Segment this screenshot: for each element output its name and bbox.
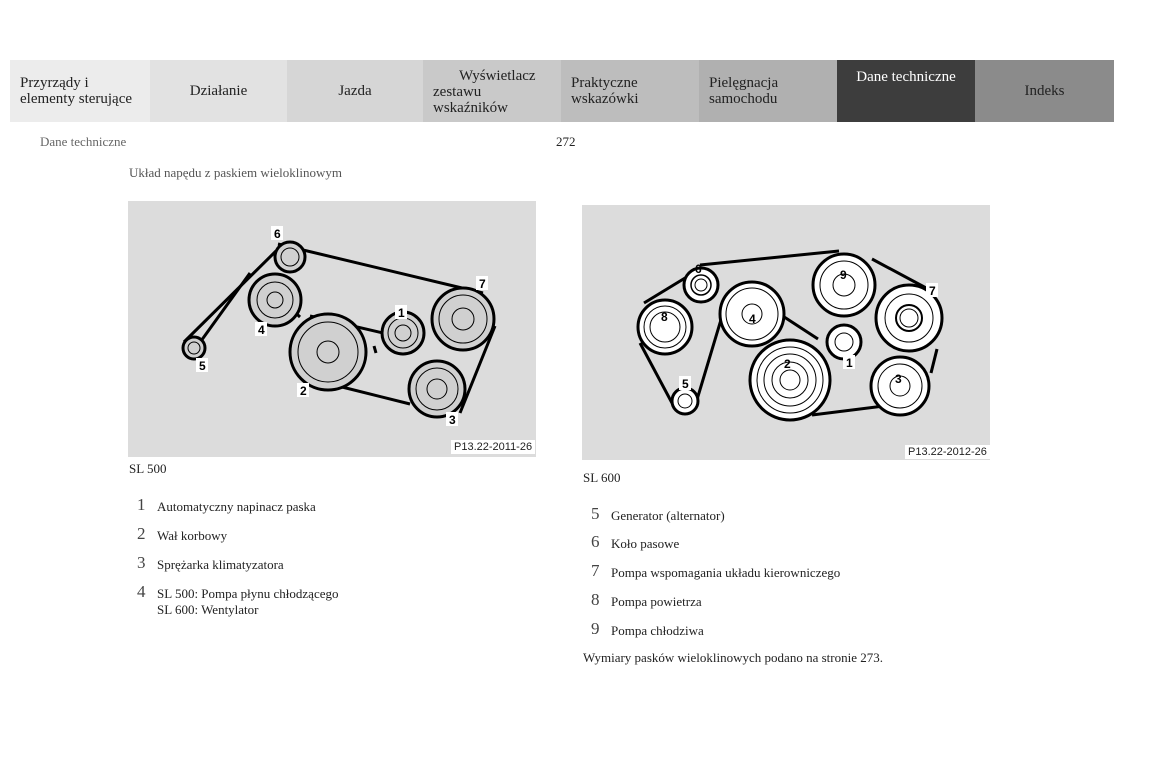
belt-diagram-sl600 [582, 205, 990, 460]
label-6: 6 [695, 262, 702, 276]
tab-label: Przyrządy i elementy sterujące [20, 75, 133, 107]
page-number: 272 [556, 134, 576, 149]
label-1: 1 [398, 306, 405, 320]
legend-item [137, 495, 316, 515]
legend-text: Pompa chłodziwa [611, 623, 704, 638]
legend-text: SL 500: Pompa płynu chłodzącego [157, 586, 339, 601]
tab-label: Indeks [1024, 83, 1065, 99]
legend-text: Automatyczny napinacz paska [157, 499, 316, 514]
legend-item [137, 553, 284, 573]
label-2: 2 [784, 357, 791, 371]
label-1: 1 [846, 356, 853, 370]
tab-label: Praktyczne wskazówki [571, 75, 639, 107]
belt-diagram-sl500-svg [128, 201, 536, 457]
tab-label: Jazda [338, 83, 372, 99]
tab-dzialanie[interactable] [150, 60, 287, 122]
tab-label: Wyświetlacz zestawu wskaźników [433, 68, 536, 116]
label-3: 3 [895, 372, 902, 386]
figure-caption-sl600: SL 600 [583, 470, 621, 485]
legend-text: Sprężarka klimatyzatora [157, 557, 284, 572]
label-9: 9 [840, 268, 847, 282]
tab-label: Dane techniczne [856, 69, 956, 85]
legend-number: 9 [591, 619, 600, 638]
legend-number: 8 [591, 590, 600, 609]
legend-text: Wał korbowy [157, 528, 228, 543]
legend-number: 4 [137, 582, 146, 601]
legend-text: Pompa powietrza [611, 594, 702, 609]
tab-dane-techniczne[interactable] [837, 60, 975, 122]
legend-item [591, 590, 702, 610]
label-8: 8 [661, 310, 668, 324]
tab-label: Działanie [189, 83, 248, 99]
legend-text: Pompa wspomagania układu kierowniczego [611, 565, 841, 580]
legend-item [137, 524, 228, 544]
footnote: Wymiary pasków wieloklinowych podano na stronie 273. [583, 650, 883, 665]
belt-diagram-sl600-svg [582, 205, 990, 460]
figure-ref-right: P13.22-2012-26 [905, 445, 990, 459]
tab-praktyczne[interactable] [561, 60, 699, 122]
tab-pielegnacja[interactable] [699, 60, 837, 122]
belt-diagram-sl500 [128, 201, 536, 457]
legend-item [591, 504, 725, 524]
tab-przyrzady[interactable] [10, 60, 150, 122]
label-5: 5 [682, 377, 689, 391]
legend-number: 1 [137, 495, 146, 514]
chapter-tabs [10, 60, 1114, 122]
label-4: 4 [258, 323, 265, 337]
legend-number: 7 [591, 561, 600, 580]
label-3: 3 [449, 413, 456, 427]
legend-number: 6 [591, 532, 600, 551]
figure-caption-sl500: SL 500 [129, 461, 167, 476]
legend-text-block [157, 586, 339, 618]
figure-ref-left: P13.22-2011-26 [451, 440, 535, 454]
tab-label: Pielęgnacja samochodu [709, 75, 779, 107]
legend-item [591, 532, 680, 552]
label-5: 5 [199, 359, 206, 373]
legend-text: SL 600: Wentylator [157, 602, 259, 617]
legend-number: 5 [591, 504, 600, 523]
tab-jazda[interactable] [287, 60, 423, 122]
legend-number: 2 [137, 524, 146, 543]
tab-wyswietlacz[interactable] [423, 60, 561, 122]
label-2: 2 [300, 384, 307, 398]
legend-text: Generator (alternator) [611, 508, 725, 523]
label-6: 6 [274, 227, 281, 241]
legend-number: 3 [137, 553, 146, 572]
label-7: 7 [479, 277, 486, 291]
page-heading: Układ napędu z paskiem wieloklinowym [129, 165, 343, 180]
tab-indeks[interactable] [975, 60, 1114, 122]
legend-item [137, 582, 339, 618]
label-7: 7 [929, 284, 936, 298]
section-title: Dane techniczne [40, 134, 127, 149]
legend-text: Koło pasowe [611, 536, 680, 551]
label-4: 4 [749, 312, 756, 326]
legend-item [591, 561, 841, 581]
legend-item [591, 619, 704, 639]
